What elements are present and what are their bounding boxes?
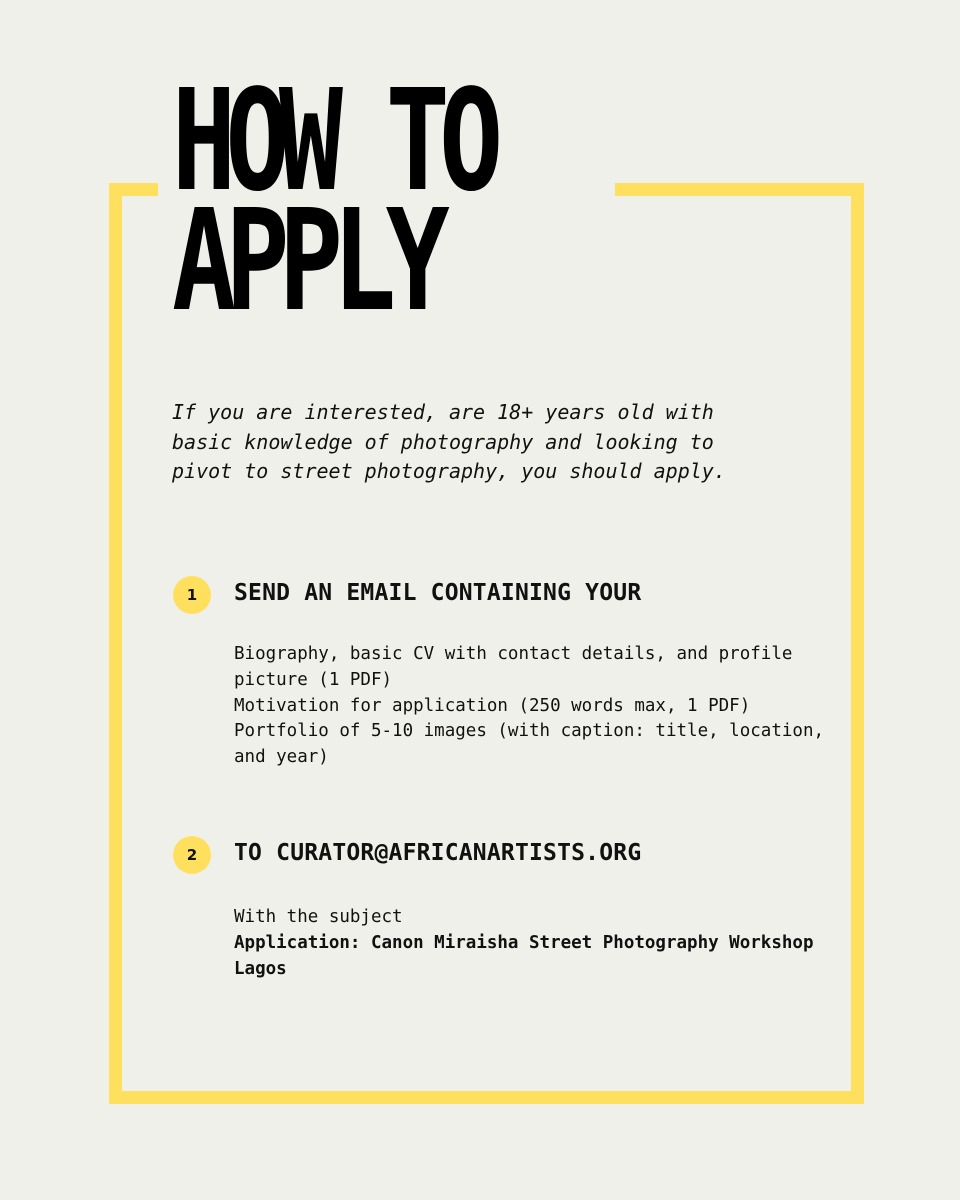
intro-text: If you are interested, are 18+ years old with basic knowledge of photography and looking to pivot to street photography, you should apply. <box>172 400 726 483</box>
subject-label: With the subject <box>234 907 403 927</box>
list-item: Biography, basic CV with contact details, and profile picture (1 PDF) <box>234 644 793 690</box>
list-item: Motivation for application (250 words max, 1 PDF) <box>234 695 751 716</box>
step-1-badge: 1 <box>173 576 211 614</box>
step-1-heading: SEND AN EMAIL CONTAINING YOUR <box>234 580 642 606</box>
step-2-heading: TO CURATOR@AFRICANARTISTS.ORG <box>234 840 642 866</box>
page-title <box>172 60 598 343</box>
list-item: Portfolio of 5-10 images (with caption: title, location, and year) <box>234 721 825 768</box>
title-line-1: HOW TO <box>172 60 493 223</box>
step-2-body <box>234 905 824 982</box>
title-line-2: APPLY <box>172 180 440 343</box>
step-2-badge: 2 <box>173 836 211 874</box>
step-1-body <box>234 642 824 771</box>
subject-value: Application: Canon Miraisha Street Photography Workshop Lagos <box>234 932 814 979</box>
